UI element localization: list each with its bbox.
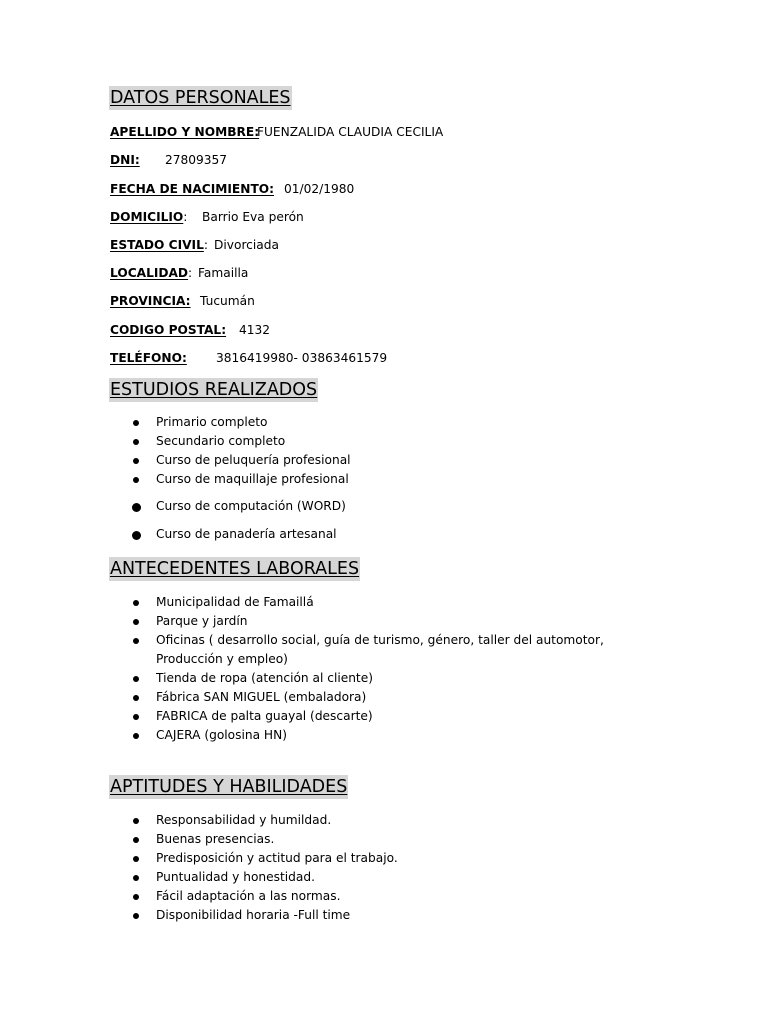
bullet-icon <box>133 818 139 824</box>
field-codigo-postal <box>110 322 271 338</box>
bullet-icon <box>133 676 139 682</box>
field-label: ESTADO CIVIL <box>110 238 204 252</box>
list-item-text: Curso de computación (WORD) <box>156 499 346 513</box>
field-value: Divorciada <box>214 238 279 252</box>
field-dni <box>110 152 228 168</box>
field-value: 01/02/1980 <box>284 182 355 196</box>
field-estado-civil <box>110 237 279 253</box>
field-separator: : <box>183 210 188 224</box>
list-item-text: Fábrica SAN MIGUEL (embaladora) <box>156 690 367 704</box>
field-label: DNI: <box>110 153 140 167</box>
list-item-text: Disponibilidad horaria -Full time <box>156 908 351 922</box>
field-value: Famailla <box>198 266 249 280</box>
list-item-text: Puntualidad y honestidad. <box>156 870 315 884</box>
heading-datos-personales: DATOS PERSONALES <box>110 88 291 108</box>
bullet-icon <box>133 875 139 881</box>
field-label: PROVINCIA: <box>110 294 191 308</box>
bullet-icon <box>133 420 139 426</box>
field-label: DOMICILIO <box>110 210 184 224</box>
list-item-text: Curso de maquillaje profesional <box>156 472 349 486</box>
list-item-text: Primario completo <box>156 415 268 429</box>
bullet-icon <box>133 837 139 843</box>
list-item-text: Parque y jardín <box>156 614 248 628</box>
bullet-icon <box>133 638 139 644</box>
list-item-text: Responsabilidad y humildad. <box>156 813 332 827</box>
field-value: 3816419980- 03863461579 <box>216 351 388 365</box>
list-item-text: Municipalidad de Famaillá <box>156 595 314 609</box>
list-item-text: Producción y empleo) <box>156 652 288 666</box>
list-item-text: Secundario completo <box>156 434 286 448</box>
bullet-icon <box>133 733 139 739</box>
list-item-text: Tienda de ropa (atención al cliente) <box>156 671 373 685</box>
heading-aptitudes-habilidades: APTITUDES Y HABILIDADES <box>110 777 348 797</box>
bullet-icon <box>133 913 139 919</box>
field-localidad <box>110 265 249 281</box>
field-provincia <box>110 293 255 309</box>
list-item-text: Curso de peluquería profesional <box>156 453 351 467</box>
heading-estudios-realizados: ESTUDIOS REALIZADOS <box>110 380 318 400</box>
list-item-text: Curso de panadería artesanal <box>156 527 337 541</box>
field-value: Barrio Eva perón <box>202 210 304 224</box>
bullet-icon <box>133 714 139 720</box>
bullet-icon <box>133 600 139 606</box>
bullet-icon <box>133 619 139 625</box>
bullet-icon <box>133 894 139 900</box>
field-separator: : <box>203 238 208 252</box>
field-telefono <box>110 350 388 366</box>
field-label: CODIGO POSTAL: <box>110 323 227 337</box>
bullet-icon <box>133 695 139 701</box>
field-domicilio <box>110 209 304 225</box>
bullet-icon <box>132 503 141 512</box>
bullet-icon <box>132 531 141 540</box>
field-label: FECHA DE NACIMIENTO: <box>110 182 275 196</box>
field-value: Tucumán <box>200 294 255 308</box>
field-apellido-nombre <box>110 124 444 140</box>
list-item-text: FABRICA de palta guayal (descarte) <box>156 709 373 723</box>
bullet-icon <box>133 856 139 862</box>
heading-antecedentes-laborales: ANTECEDENTES LABORALES <box>110 559 360 579</box>
field-value: 4132 <box>239 323 271 337</box>
list-item-text: CAJERA (golosina HN) <box>156 728 287 742</box>
field-value: FUENZALIDA CLAUDIA CECILIA <box>257 125 444 139</box>
bullet-icon <box>133 458 139 464</box>
list-item-text: Oficinas ( desarrollo social, guía de turismo, género, taller del automotor, <box>156 633 604 647</box>
bullet-icon <box>133 439 139 445</box>
field-fecha-nacimiento <box>110 181 355 197</box>
list-item-text: Buenas presencias. <box>156 832 275 846</box>
field-separator: : <box>188 266 193 280</box>
field-label: TELÉFONO: <box>110 351 187 365</box>
list-item-text: Fácil adaptación a las normas. <box>156 889 341 903</box>
field-label: APELLIDO Y NOMBRE: <box>110 125 260 139</box>
field-label: LOCALIDAD <box>110 266 189 280</box>
field-value: 27809357 <box>165 153 228 167</box>
bullet-icon <box>133 477 139 483</box>
list-item-text: Predisposición y actitud para el trabajo. <box>156 851 398 865</box>
